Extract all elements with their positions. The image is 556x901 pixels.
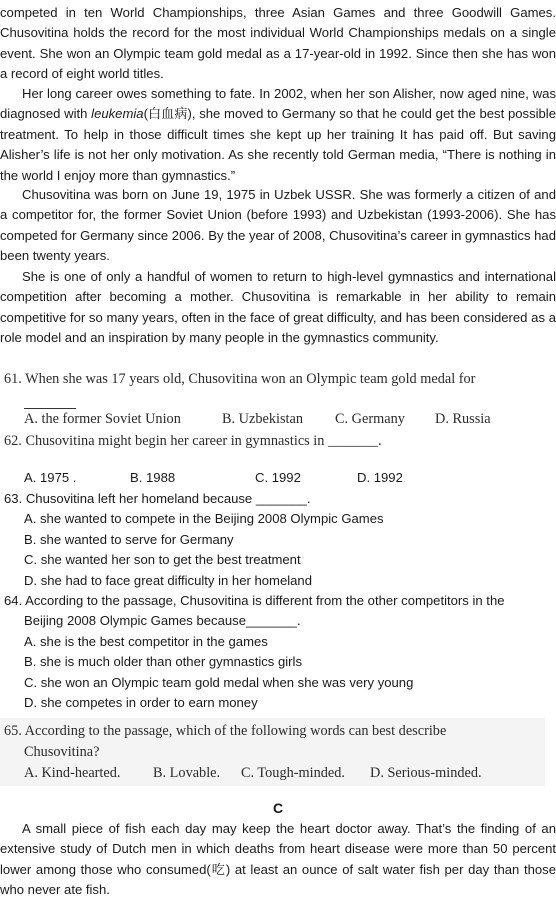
leukemia-term: leukemia: [91, 106, 144, 122]
q63-option-a[interactable]: A. she wanted to compete in the Beijing 2008 Olympic Games: [24, 511, 384, 526]
question-63-stem: 63. Chusovitina left her homeland because _______.: [4, 491, 311, 506]
q61-option-b[interactable]: B. Uzbekistan: [222, 411, 303, 427]
passage-b-paragraph-1: competed in ten World Championships, three Asian Games and three Goodwill Games. Chusovitina holds the record for the most individual World Championships medals on a single event. She won an Olympic team gold medal as a 17-year-old in 1992. Since then she has won a record of eight world titles.: [0, 5, 556, 82]
q61-option-a[interactable]: A. the former Soviet Union: [24, 411, 181, 427]
passage-b-paragraph-4: She is one of only a handful of women to return to high-level gymnastics and international competition after becoming a mother. Chusovitina is remarkable in her ability to remain competitive for so many years, often in the face of great difficulty, and has been considered as a role model and an inspiration by many people in the gymnastics community.: [0, 269, 556, 346]
passage-b-paragraph-3: Chusovitina was born on June 19, 1975 in Uzbek USSR. She was formerly a citizen of and a competitor for, the former Soviet Union (before 1993) and Uzbekistan (1993-2006). She has competed for Germany since 2006. By the year of 2008, Chusovitina’s career in gymnastics had been twenty years.: [0, 187, 556, 264]
q62-option-b[interactable]: B. 1988: [130, 470, 176, 485]
q62-option-d[interactable]: D. 1992: [357, 470, 403, 485]
q64-option-c[interactable]: C. she won an Olympic team gold medal when she was very young: [24, 675, 414, 690]
paragraph-2-text-b: (白血病), she moved to Germany so that he could get the best possible treatment. To help in those difficult times she kept up her training It has paid off. But saving Alisher’s life is not her only motivation. As she recently told German media, “There is nothing in the world I enjoy more than gymnastics.”: [0, 106, 556, 183]
q62-option-c[interactable]: C. 1992: [255, 470, 301, 485]
q63-option-d[interactable]: D. she had to face great difficulty in her homeland: [24, 573, 312, 588]
q65-option-d[interactable]: D. Serious-minded.: [370, 765, 482, 781]
section-c-paragraph-1: A small piece of fish each day may keep the heart doctor away. That’s the finding of an extensive study of Dutch men in which deaths from heart disease were more than 50 percent lower among those who consumed(吃) at least an ounce of salt water fish per day than those who never ate fish.: [0, 821, 556, 898]
section-c-heading: C: [272, 800, 284, 816]
q61-option-d[interactable]: D. Russia: [435, 411, 491, 427]
question-64-stem-line-1: 64. According to the passage, Chusovitina is different from the other competitors in the: [4, 593, 505, 608]
q64-option-d[interactable]: D. she competes in order to earn money: [24, 695, 258, 710]
q64-option-b[interactable]: B. she is much older than other gymnastics girls: [24, 654, 302, 669]
q63-option-c[interactable]: C. she wanted her son to get the best treatment: [24, 552, 301, 567]
q65-option-c[interactable]: C. Tough-minded.: [241, 765, 345, 781]
paragraph-2-text-a: Her long career owes something to fate. In 2002, when her son Alisher, now aged nine, was diagnosed with: [0, 86, 556, 122]
q65-option-b[interactable]: B. Lovable.: [153, 765, 221, 781]
question-65-stem-line-1: 65. According to the passage, which of the following words can best describe: [4, 723, 447, 739]
question-65-stem-line-2: Chusovitina?: [24, 744, 100, 760]
question-62-stem: 62. Chusovitina might begin her career in gymnastics in _______.: [4, 433, 382, 449]
question-64-stem-line-2: Beijing 2008 Olympic Games because_______.: [24, 613, 301, 628]
passage-b-paragraph-2: [0, 84, 556, 186]
q64-option-a[interactable]: A. she is the best competitor in the games: [24, 634, 268, 649]
q61-option-c[interactable]: C. Germany: [335, 411, 405, 427]
question-61-stem: 61. When she was 17 years old, Chusovitina won an Olympic team gold medal for: [4, 371, 476, 387]
q65-option-a[interactable]: A. Kind-hearted.: [24, 765, 121, 781]
q63-option-b[interactable]: B. she wanted to serve for Germany: [24, 532, 234, 547]
q62-option-a[interactable]: A. 1975 .: [24, 470, 77, 485]
